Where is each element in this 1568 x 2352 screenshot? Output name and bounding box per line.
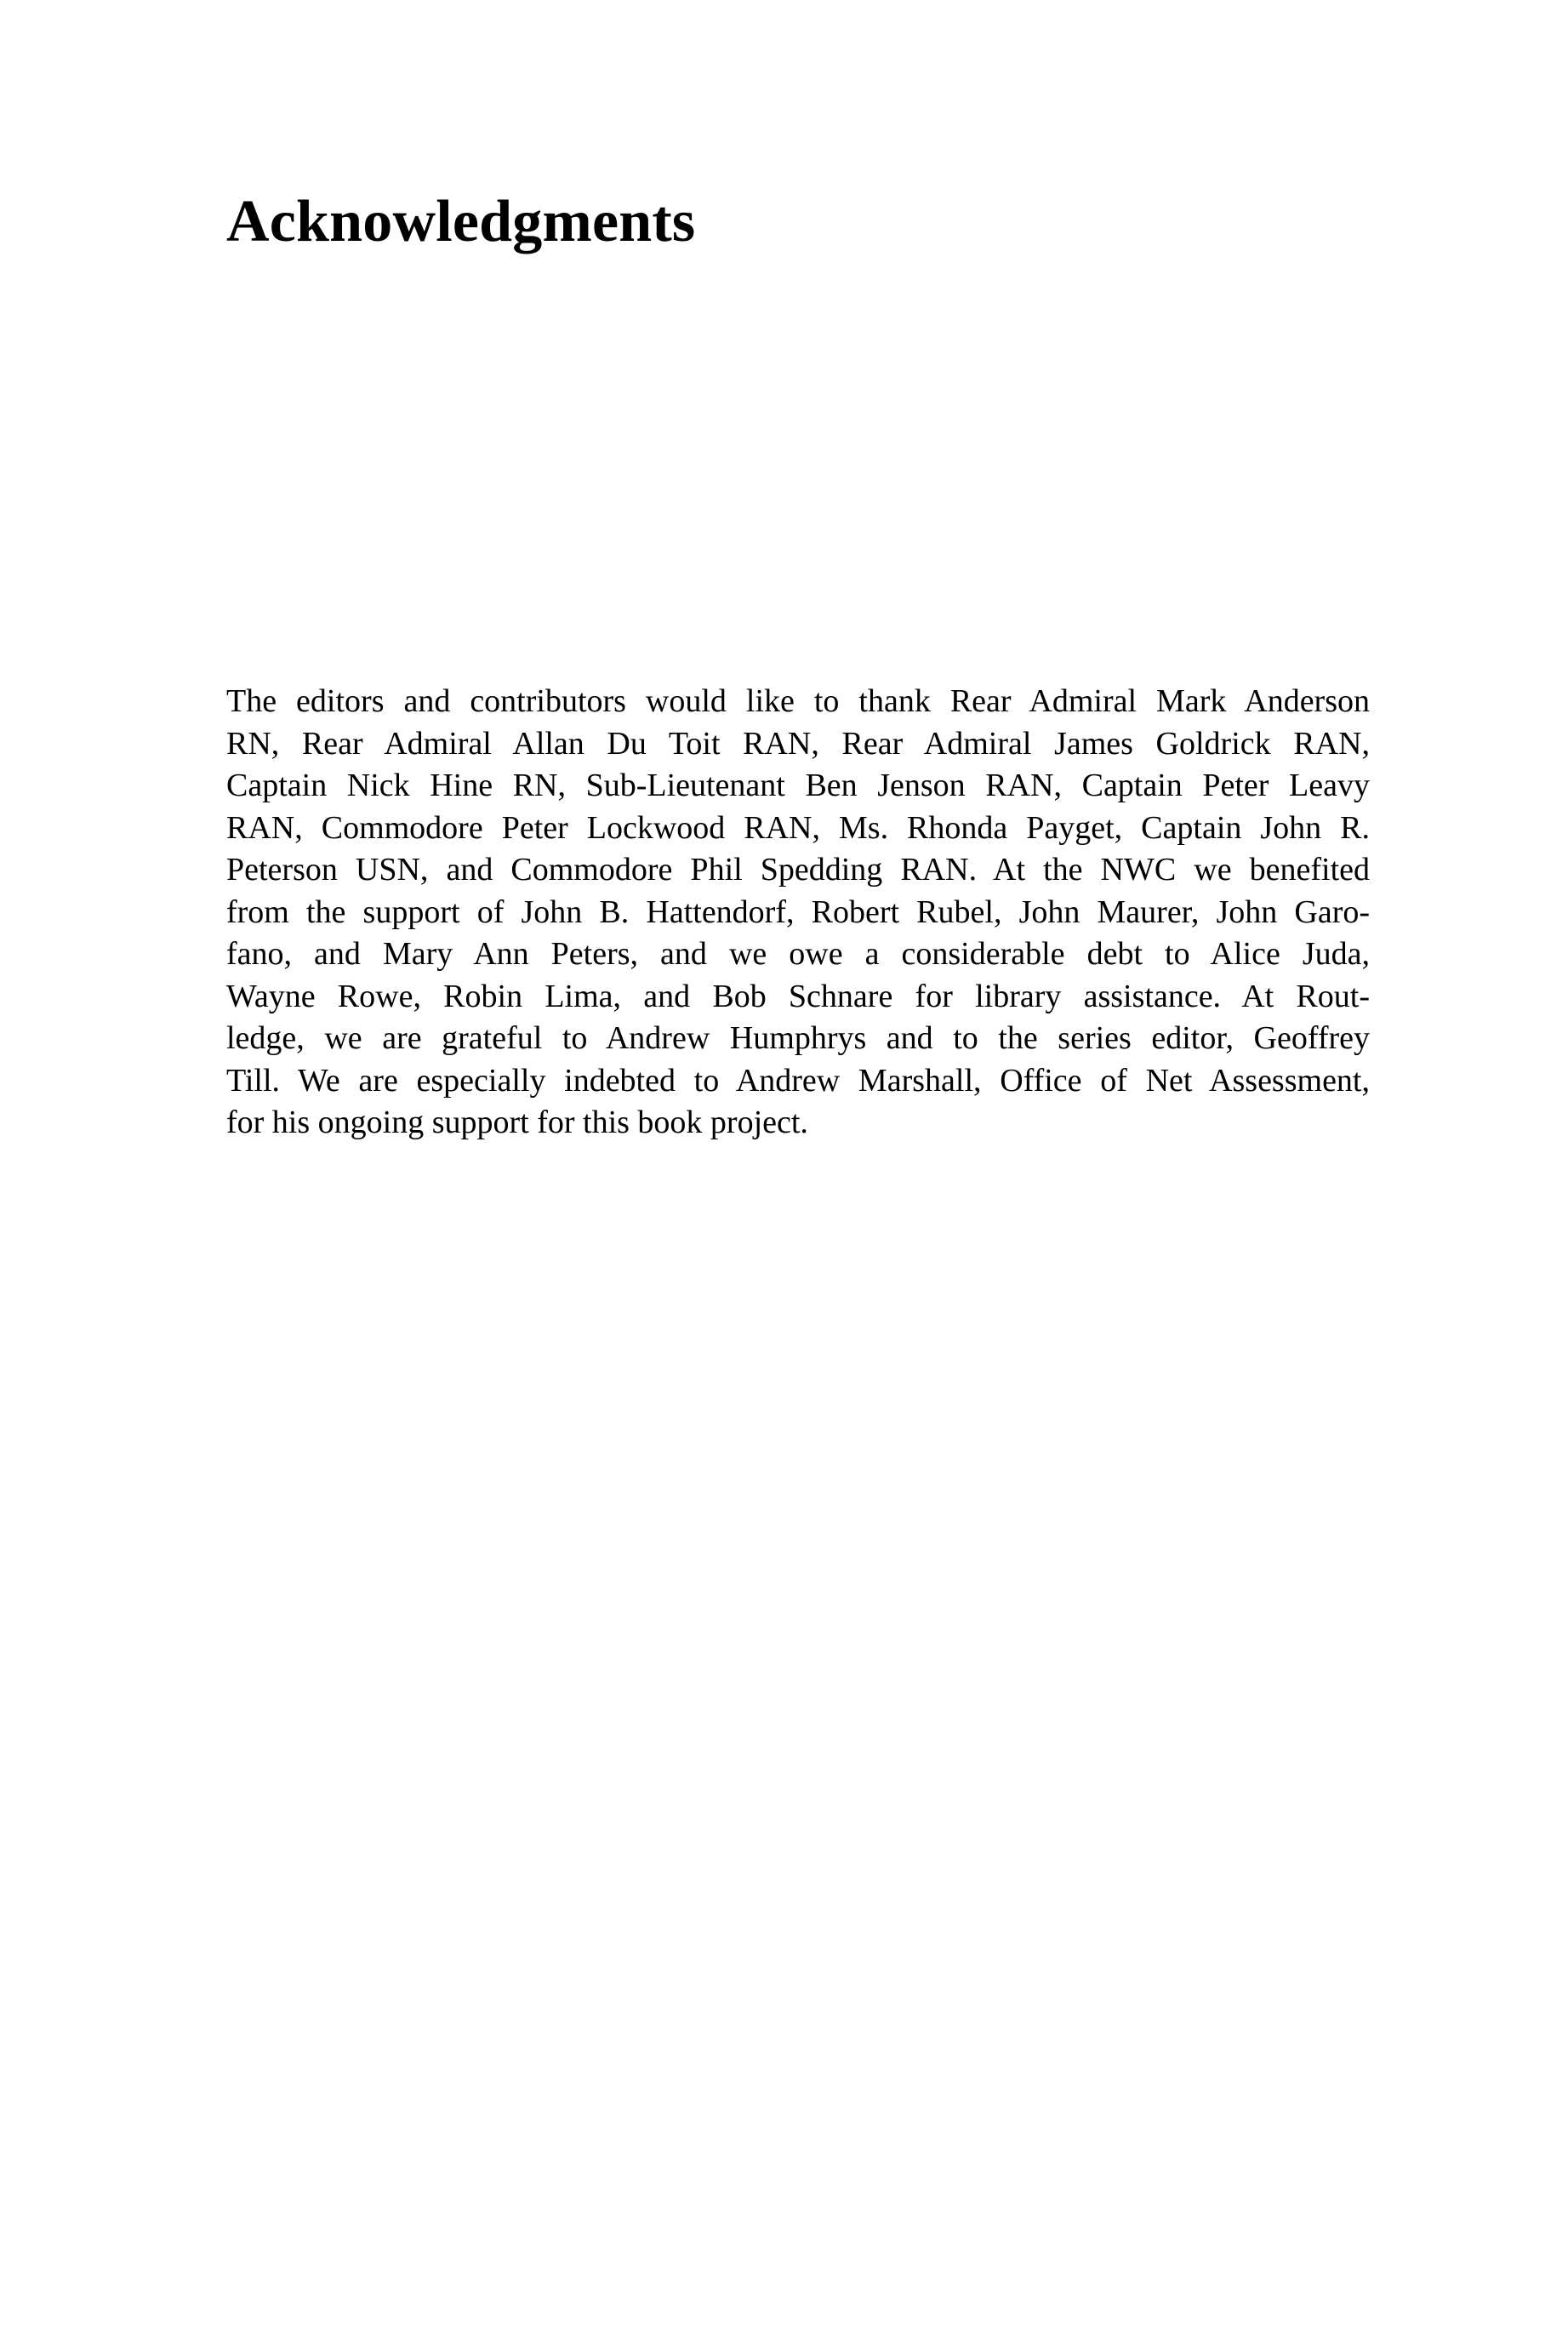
paragraph-line: for his ongoing support for this book project. [226,1105,808,1140]
page-title: Acknowledgments [226,189,696,254]
paragraph-line: Peterson USN, and Commodore Phil Spedding RAN. At the NWC we benefited [226,852,1370,888]
paragraph-line: ledge, we are grateful to Andrew Humphrys and to the series editor, Geoffrey [226,1020,1370,1056]
paragraph-line: fano, and Mary Ann Peters, and we owe a considerable debt to Alice Juda, [226,936,1370,972]
paragraph-line: The editors and contributors would like to thank Rear Admiral Mark Anderson [226,683,1370,719]
paragraph-line: Wayne Rowe, Robin Lima, and Bob Schnare for library assistance. At Rout- [226,978,1370,1014]
paragraph-line: Captain Nick Hine RN, Sub-Lieutenant Ben Jenson RAN, Captain Peter Leavy [226,768,1370,803]
paragraph-line: RN, Rear Admiral Allan Du Toit RAN, Rear Admiral James Goldrick RAN, [226,725,1370,762]
paragraph-line: from the support of John B. Hattendorf, Robert Rubel, John Maurer, John Garo- [226,893,1370,930]
paragraph-line: Till. We are especially indebted to Andrew Marshall, Office of Net Assessment, [226,1062,1370,1099]
acknowledgments-paragraph [226,681,1370,1145]
paragraph-line: RAN, Commodore Peter Lockwood RAN, Ms. Rhonda Payget, Captain John R. [226,809,1370,846]
